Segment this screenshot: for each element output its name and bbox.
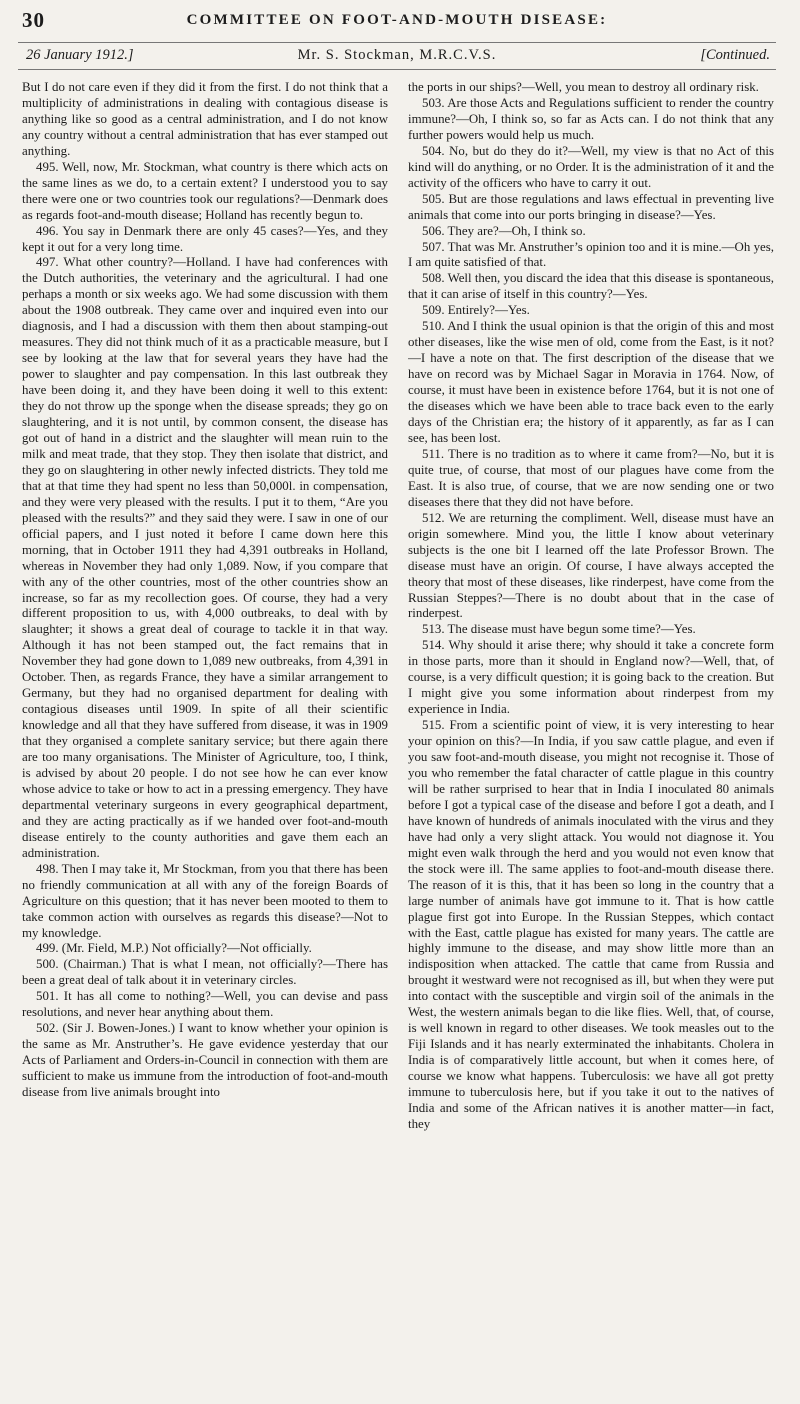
- running-head: COMMITTEE ON FOOT-AND-MOUTH DISEASE:: [186, 12, 608, 28]
- paragraph: 501. It has all come to nothing?—Well, you can devise and pass resolutions, and never hear anything about them.: [22, 989, 388, 1020]
- paragraph: 511. There is no tradition as to where it came from?—No, but it is quite true, of course, that most of our plagues have come from the East. It is also true, of course, that we are now sending one or two diseases there that they did not have before.: [408, 446, 774, 509]
- paragraph: 513. The disease must have begun some time?—Yes.: [422, 622, 696, 637]
- paragraph: But I do not care even if they did it from the first. I do not think that a multiplicity of administrations in dealing with contagious disease is anything like so good as a central administration, and I do not know any country without a central administration that has ever stamped out anything.: [22, 80, 388, 158]
- paragraph: 498. Then I may take it, Mr Stockman, from you that there has been no friendly communication at all with any of the foreign Boards of Agriculture on this question; that it has never been mooted to them to take common action with ourselves as regards this disease?—Not to my knowledge.: [22, 861, 388, 940]
- paragraph: 499. (Mr. Field, M.P.) Not officially?—Not officially.: [36, 941, 312, 956]
- subhead-bar: [18, 42, 776, 70]
- paragraph: 496. You say in Denmark there are only 45 cases?—Yes, and they kept it out for a very long time.: [22, 223, 388, 254]
- paragraph: 505. But are those regulations and laws effectual in preventing live animals that come into our ports bringing in disease?—Yes.: [408, 191, 774, 222]
- right-column: [408, 80, 774, 1390]
- paragraph: 508. Well then, you discard the idea that this disease is spontaneous, that it can arise of itself in this country?—Yes.: [408, 271, 774, 302]
- text-columns: [22, 80, 774, 1394]
- paragraph: 509. Entirely?—Yes.: [422, 303, 530, 318]
- paragraph: 515. From a scientific point of view, it is very interesting to hear your opinion on this?—In India, if you saw cattle plague, and even if you saw foot-and-mouth disease, you might not recognise it. Those of you who remember the fatal character of cattle plague in this country will be rather surprised to hear that in India I inoculated 80 animals before I got a typical case of the disease and before I got a death, and I have known of hundreds of animals inoculated with the virus and they have had only a very slight attack. You would not diagnose it. You might even walk through the herd and you would not even know that the stock were ill. The same applies to foot-and-mouth disease there. The reason of it is this, that it has been so long in the country that a large number of animals have got immune to it. That is how cattle plague first got into Europe. In the Russian Steppes, which contact with the East, cattle plague has existed for many years. The cattle are highly immune to the disease, and may show little more than an indisposition when attacked. The cattle that came from Russia and brought it westward were not recognised as ill, but when they were put into contact with the susceptible and virgin soil of the animals in the West, the western animals began to die like flies. Well, that, of course, is well known in regard to other diseases. We took measles out to the Fiji Islands and it has nearly exterminated the inhabitants. Cholera in India is of comparatively little account, but when it comes here, of course we know what happens. Tuberculosis: we have all got pretty immune to tuberculosis here, but if you take it out to the natives of India and some of the African natives it is another matter—in fact, they: [408, 718, 774, 1131]
- page-number: 30: [22, 8, 45, 32]
- paragraph: 506. They are?—Oh, I think so.: [422, 223, 586, 238]
- left-column: [22, 80, 388, 1390]
- paragraph: 504. No, but do they do it?—Well, my view is that no Act of this kind will do anything, or no Order. It is the administration of it and the activity of the officers who have to carry it out.: [408, 143, 774, 190]
- paragraph: 514. Why should it arise there; why should it take a concrete form in those parts, more than it should in England now?—Well, that, of course, is a very difficult question; it is going back to the creation. But I might give you some information about rinderpest from my experience in India.: [408, 638, 774, 717]
- paragraph: 500. (Chairman.) That is what I mean, not officially?—There has been a great deal of talk about it in veterinary circles.: [22, 957, 388, 988]
- paragraph: 497. What other country?—Holland. I have had conferences with the Dutch authorities, the veterinary and the agricultural. I had one perhaps a month or six weeks ago. We had some discussion with them about the 1908 outbreak. They came over and inquired even into our diagnosis, and I had a discussion with them then about stamping-out measures. They did not think much of it as a practicable measure, but I see by looking at the law that for several years they have had the power to slaughter and pay compensation. In this last outbreak they have been doing it, and they have been doing it well to this extent: they do not throw up the sponge when the disease spreads; they go on slaughtering, and it is not until, by common consent, the disease has got out of hand in a district and the slaughter will mean ruin to the milk and meat trade, that they stop. They then isolate that district, and they go on slaughtering in other newly infected districts. They told me that at that time they had spent no less than 50,000l. in compensation, and they were very pleased with the results. I put it to them, “Are you pleased with the results?” and they said they were. I saw in one of our official papers, and I just noted it before I came down here this morning, that in October 1911 they had 4,391 outbreaks in Holland, whereas in November they had only 1,089. Now, if you compare that with any of the other countries, most of the other countries show an increase, so far as my recollection goes. Of course, they had a very different proposition to us, with 4,000 outbreaks, to deal with by slaughter; it shows a great deal of courage to tackle it in that way. Although it has not been stamped out, the fact remains that in November they had gone down to 1,089 new outbreaks, from 4,391 in October. Then, as regards France, they have a similar arrangement to Germany, but they had no organised department for dealing with contagious diseases until 1909. In spite of all their scientific knowledge and all that they have suffered from disease, it was in 1909 that they organised a complete sanitary service; but there again there are too many organisations. The Minister of Agriculture, too, I think, is advised by about 20 people. I do not see how he can ever know whose advice to take or how to act in a pressing emergency. They have departmental veterinary surgeons in every geographical department, and they are acting practically as if we handed over foot-and-mouth disease entirely to the county authorities and gave them each an administration.: [22, 255, 388, 860]
- paragraph: 512. We are returning the compliment. Well, disease must have an origin somewhere. Mind you, the little I know about veterinary subjects is the one bit I learned off the late Professor Brown. The disease must have an origin. Of course, I have always accepted the theory that most of these diseases, like rinderpest, have come from the Russian Steppes?—There is no doubt about that in the case of rinderpest.: [408, 510, 774, 621]
- continued-label: [Continued.: [700, 47, 770, 63]
- paragraph: 495. Well, now, Mr. Stockman, what country is there which acts on the same lines as we do, to a certain extent? I understood you to say there were one or two countries took our regulations?—Denmark does as regards foot-and-mouth disease; Holland has recently begun to.: [22, 159, 388, 222]
- paragraph: 507. That was Mr. Anstruther’s opinion too and it is mine.—Oh yes, I am quite satisfied of that.: [408, 239, 774, 270]
- paragraph: 502. (Sir J. Bowen-Jones.) I want to know whether your opinion is the same as Mr. Anstruther’s. He gave evidence yesterday that our Acts of Parliament and Orders-in-Council in connection with them are sufficient to make us immune from the introduction of foot-and-mouth disease from live animals brought into: [22, 1021, 388, 1100]
- paragraph: 510. And I think the usual opinion is that the origin of this and most other diseases, like the wise men of old, come from the East, is it not?—I have a note on that. The first description of the disease that we have on record was by Michael Sagar in Moravia in 1764. Now, of course, it must have been in existence before 1764, but it is not one of the diseases which we have been able to trace back even to the early days of the Christian era; the history of it apparently, as far as I can see, has been lost.: [408, 319, 774, 445]
- witness-name: Mr. S. Stockman, M.R.C.V.S.: [297, 47, 497, 63]
- page-header: [18, 6, 776, 44]
- paragraph: the ports in our ships?—Well, you mean to destroy all ordinary risk.: [408, 80, 759, 94]
- paragraph: 503. Are those Acts and Regulations sufficient to render the country immune?—Oh, I think so, so far as Acts can. I do not think that any further powers would help us much.: [408, 95, 774, 142]
- evidence-date: 26 January 1912.]: [26, 47, 134, 63]
